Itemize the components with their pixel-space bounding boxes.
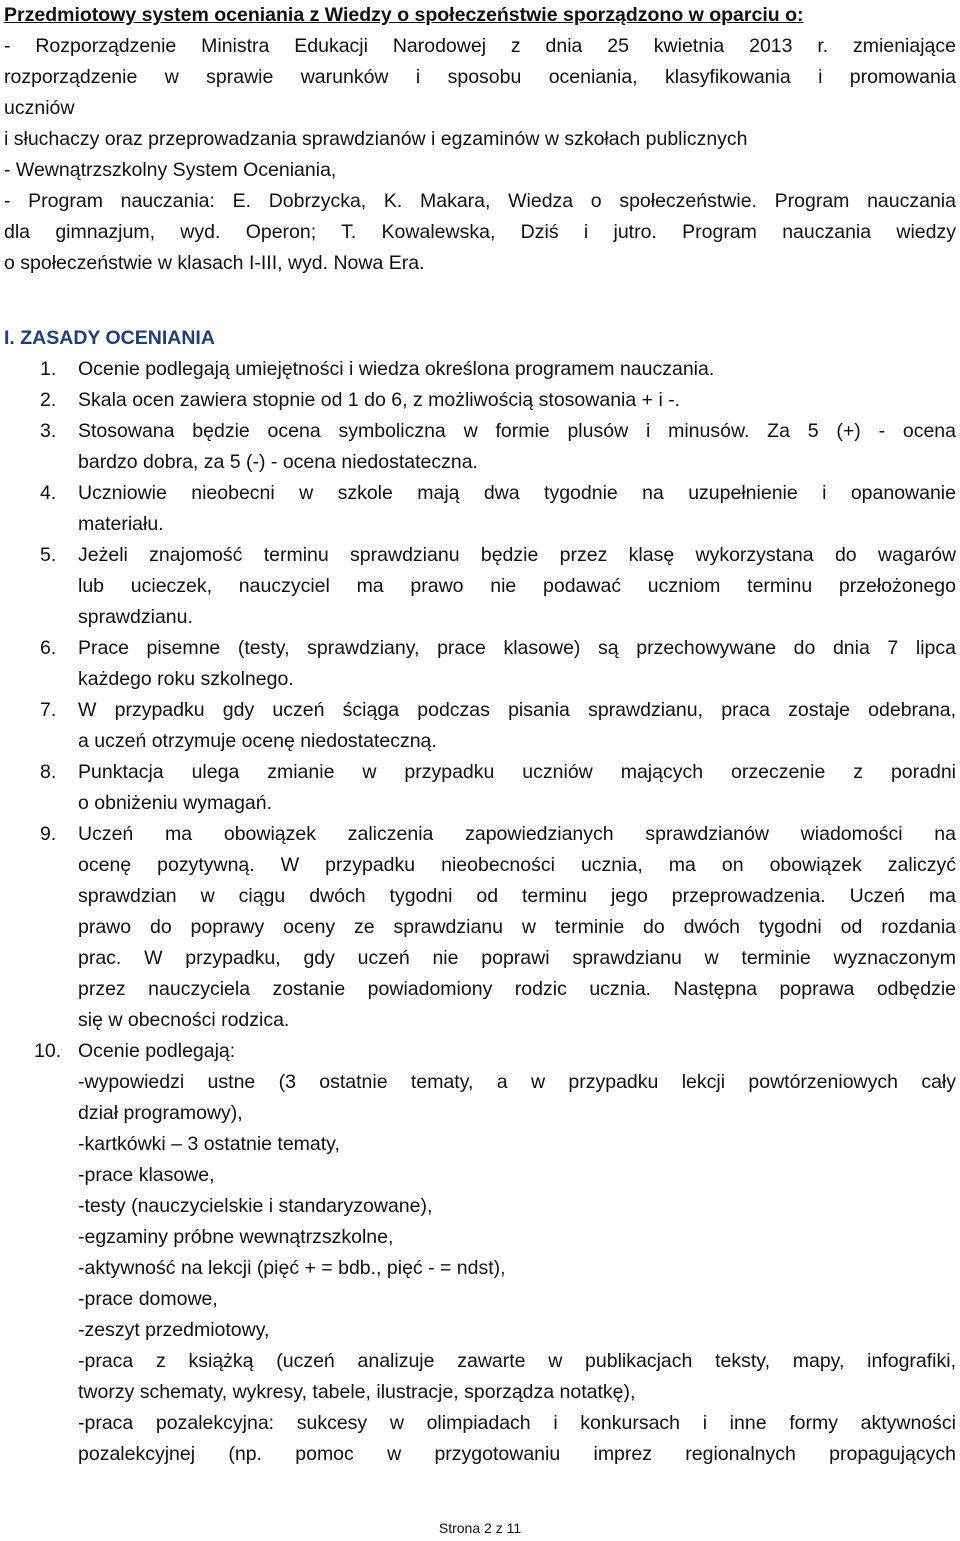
assessed-items-list [78,1067,956,1470]
assessed-item-line: -prace klasowe, [78,1164,215,1186]
rules-list [4,354,956,1470]
rule-text-line: Ocenie podlegają umiejętności i wiedza określona programem nauczania. [78,358,715,380]
rule-text-line: Skala ocen zawiera stopnie od 1 do 6, z możliwością stosowania + i -. [78,389,681,411]
rule-number: 3. [40,420,57,442]
rule-item [4,757,956,819]
rule-text-line: każdego roku szkolnego. [78,668,294,690]
document-title: Przedmiotowy system oceniania z Wiedzy o społeczeństwie sporządzono w oparciu o: [4,4,804,26]
intro-line: - Program nauczania: E. Dobrzycka, K. Makara, Wiedza o społeczeństwie. Program nauczania [4,190,956,212]
rule-item [4,416,956,478]
rule-text-line: prac. W przypadku, gdy uczeń nie poprawi sprawdzianu w terminie wyznaczonym [78,947,956,969]
assessed-item-line: -aktywność na lekcji (pięć + = bdb., pięć - = ndst), [78,1257,506,1279]
rule-text-line: Ocenie podlegają: [78,1040,236,1062]
rule-number: 1. [40,358,57,380]
rule-item [4,385,956,416]
assessed-item-line: -zeszyt przedmiotowy, [78,1319,270,1341]
assessed-item-line: -wypowiedzi ustne (3 ostatnie tematy, a w przypadku lekcji powtórzeniowych cały [78,1071,956,1093]
rule-number: 10. [34,1040,62,1062]
rule-number: 7. [40,699,57,721]
rule-number: 2. [40,389,57,411]
rule-text-line: Jeżeli znajomość terminu sprawdzianu będzie przez klasę wykorzystana do wagarów [78,544,956,566]
rule-number: 9. [40,823,57,845]
rule-text-line: sprawdzianu. [78,606,193,628]
rule-text-line: Punktacja ulega zmianie w przypadku uczniów mających orzeczenie z poradni [78,761,956,783]
rule-text-line: W przypadku gdy uczeń ściąga podczas pisania sprawdzianu, praca zostaje odebrana, [78,699,956,721]
rule-text-line: ocenę pozytywną. W przypadku nieobecności ucznia, ma on obowiązek zaliczyć [78,854,956,876]
assessed-item-line: -kartkówki – 3 ostatnie tematy, [78,1133,340,1155]
rule-text-line: lub ucieczek, nauczyciel ma prawo nie podawać uczniom terminu przełożonego [78,575,956,597]
rule-text-line: bardzo dobra, za 5 (-) - ocena niedostateczna. [78,451,478,473]
rule-number: 6. [40,637,57,659]
rule-text-line: sprawdzian w ciągu dwóch tygodni od terminu jego przeprowadzenia. Uczeń ma [78,885,956,907]
rule-text-line: Uczeń ma obowiązek zaliczenia zapowiedzianych sprawdzianów wiadomości na [78,823,956,845]
intro-line: - Rozporządzenie Ministra Edukacji Narodowej z dnia 25 kwietnia 2013 r. zmieniające [4,35,956,57]
rule-text-line: Uczniowie nieobecni w szkole mają dwa tygodnie na uzupełnienie i opanowanie [78,482,956,504]
intro-line: o społeczeństwie w klasach I-III, wyd. Nowa Era. [4,252,425,274]
section-heading: I. ZASADY OCENIANIA [4,327,215,349]
rule-text-line: Prace pisemne (testy, sprawdziany, prace klasowe) są przechowywane do dnia 7 lipca [78,637,956,659]
intro-line: dla gimnazjum, wyd. Operon; T. Kowalewska, Dziś i jutro. Program nauczania wiedzy [4,221,956,243]
intro-section [4,31,956,279]
document-page [4,0,956,1470]
rule-text-line: prawo do poprawy oceny ze sprawdzianu w terminie do dwóch tygodni od rozdania [78,916,956,938]
rule-text-line: o obniżeniu wymagań. [78,792,273,814]
rule-item [4,819,956,1036]
intro-line: - Wewnątrzszkolny System Oceniania, [4,159,337,181]
rule-item [4,540,956,633]
assessed-item-line: -egzaminy próbne wewnątrzszkolne, [78,1226,394,1248]
rule-text-line: materiału. [78,513,164,535]
rule-text-line: Stosowana będzie ocena symboliczna w formie plusów i minusów. Za 5 (+) - ocena [78,420,956,442]
page-footer: Strona 2 z 11 [438,1520,522,1536]
rule-item [4,354,956,385]
rule-text-line: a uczeń otrzymuje ocenę niedostateczną. [78,730,437,752]
rule-item [4,1036,956,1470]
rule-text-line: przez nauczyciela zostanie powiadomiony rodzic ucznia. Następna poprawa odbędzie [78,978,956,1000]
assessed-item-line: dział programowy), [78,1102,243,1124]
assessed-item-line: pozalekcyjnej (np. pomoc w przygotowaniu imprez regionalnych propagujących [78,1443,956,1465]
rule-number: 8. [40,761,57,783]
intro-line: i słuchaczy oraz przeprowadzania sprawdzianów i egzaminów w szkołach publicznych [4,128,748,150]
assessed-item-line: tworzy schematy, wykresy, tabele, ilustracje, sporządza notatkę), [78,1381,636,1403]
intro-line: uczniów [4,97,75,119]
assessed-item-line: -praca z książką (uczeń analizuje zawarte w publikacjach teksty, mapy, infografiki, [78,1350,956,1372]
intro-line: rozporządzenie w sprawie warunków i sposobu oceniania, klasyfikowania i promowania [4,66,956,88]
rule-item [4,633,956,695]
rule-number: 5. [40,544,57,566]
assessed-item-line: -testy (nauczycielskie i standaryzowane), [78,1195,433,1217]
assessed-item-line: -praca pozalekcyjna: sukcesy w olimpiadach i konkursach i inne formy aktywności [78,1412,956,1434]
rule-number: 4. [40,482,57,504]
assessed-item-line: -prace domowe, [78,1288,218,1310]
rule-item [4,478,956,540]
rule-item [4,695,956,757]
rule-text-line: się w obecności rodzica. [78,1009,290,1031]
